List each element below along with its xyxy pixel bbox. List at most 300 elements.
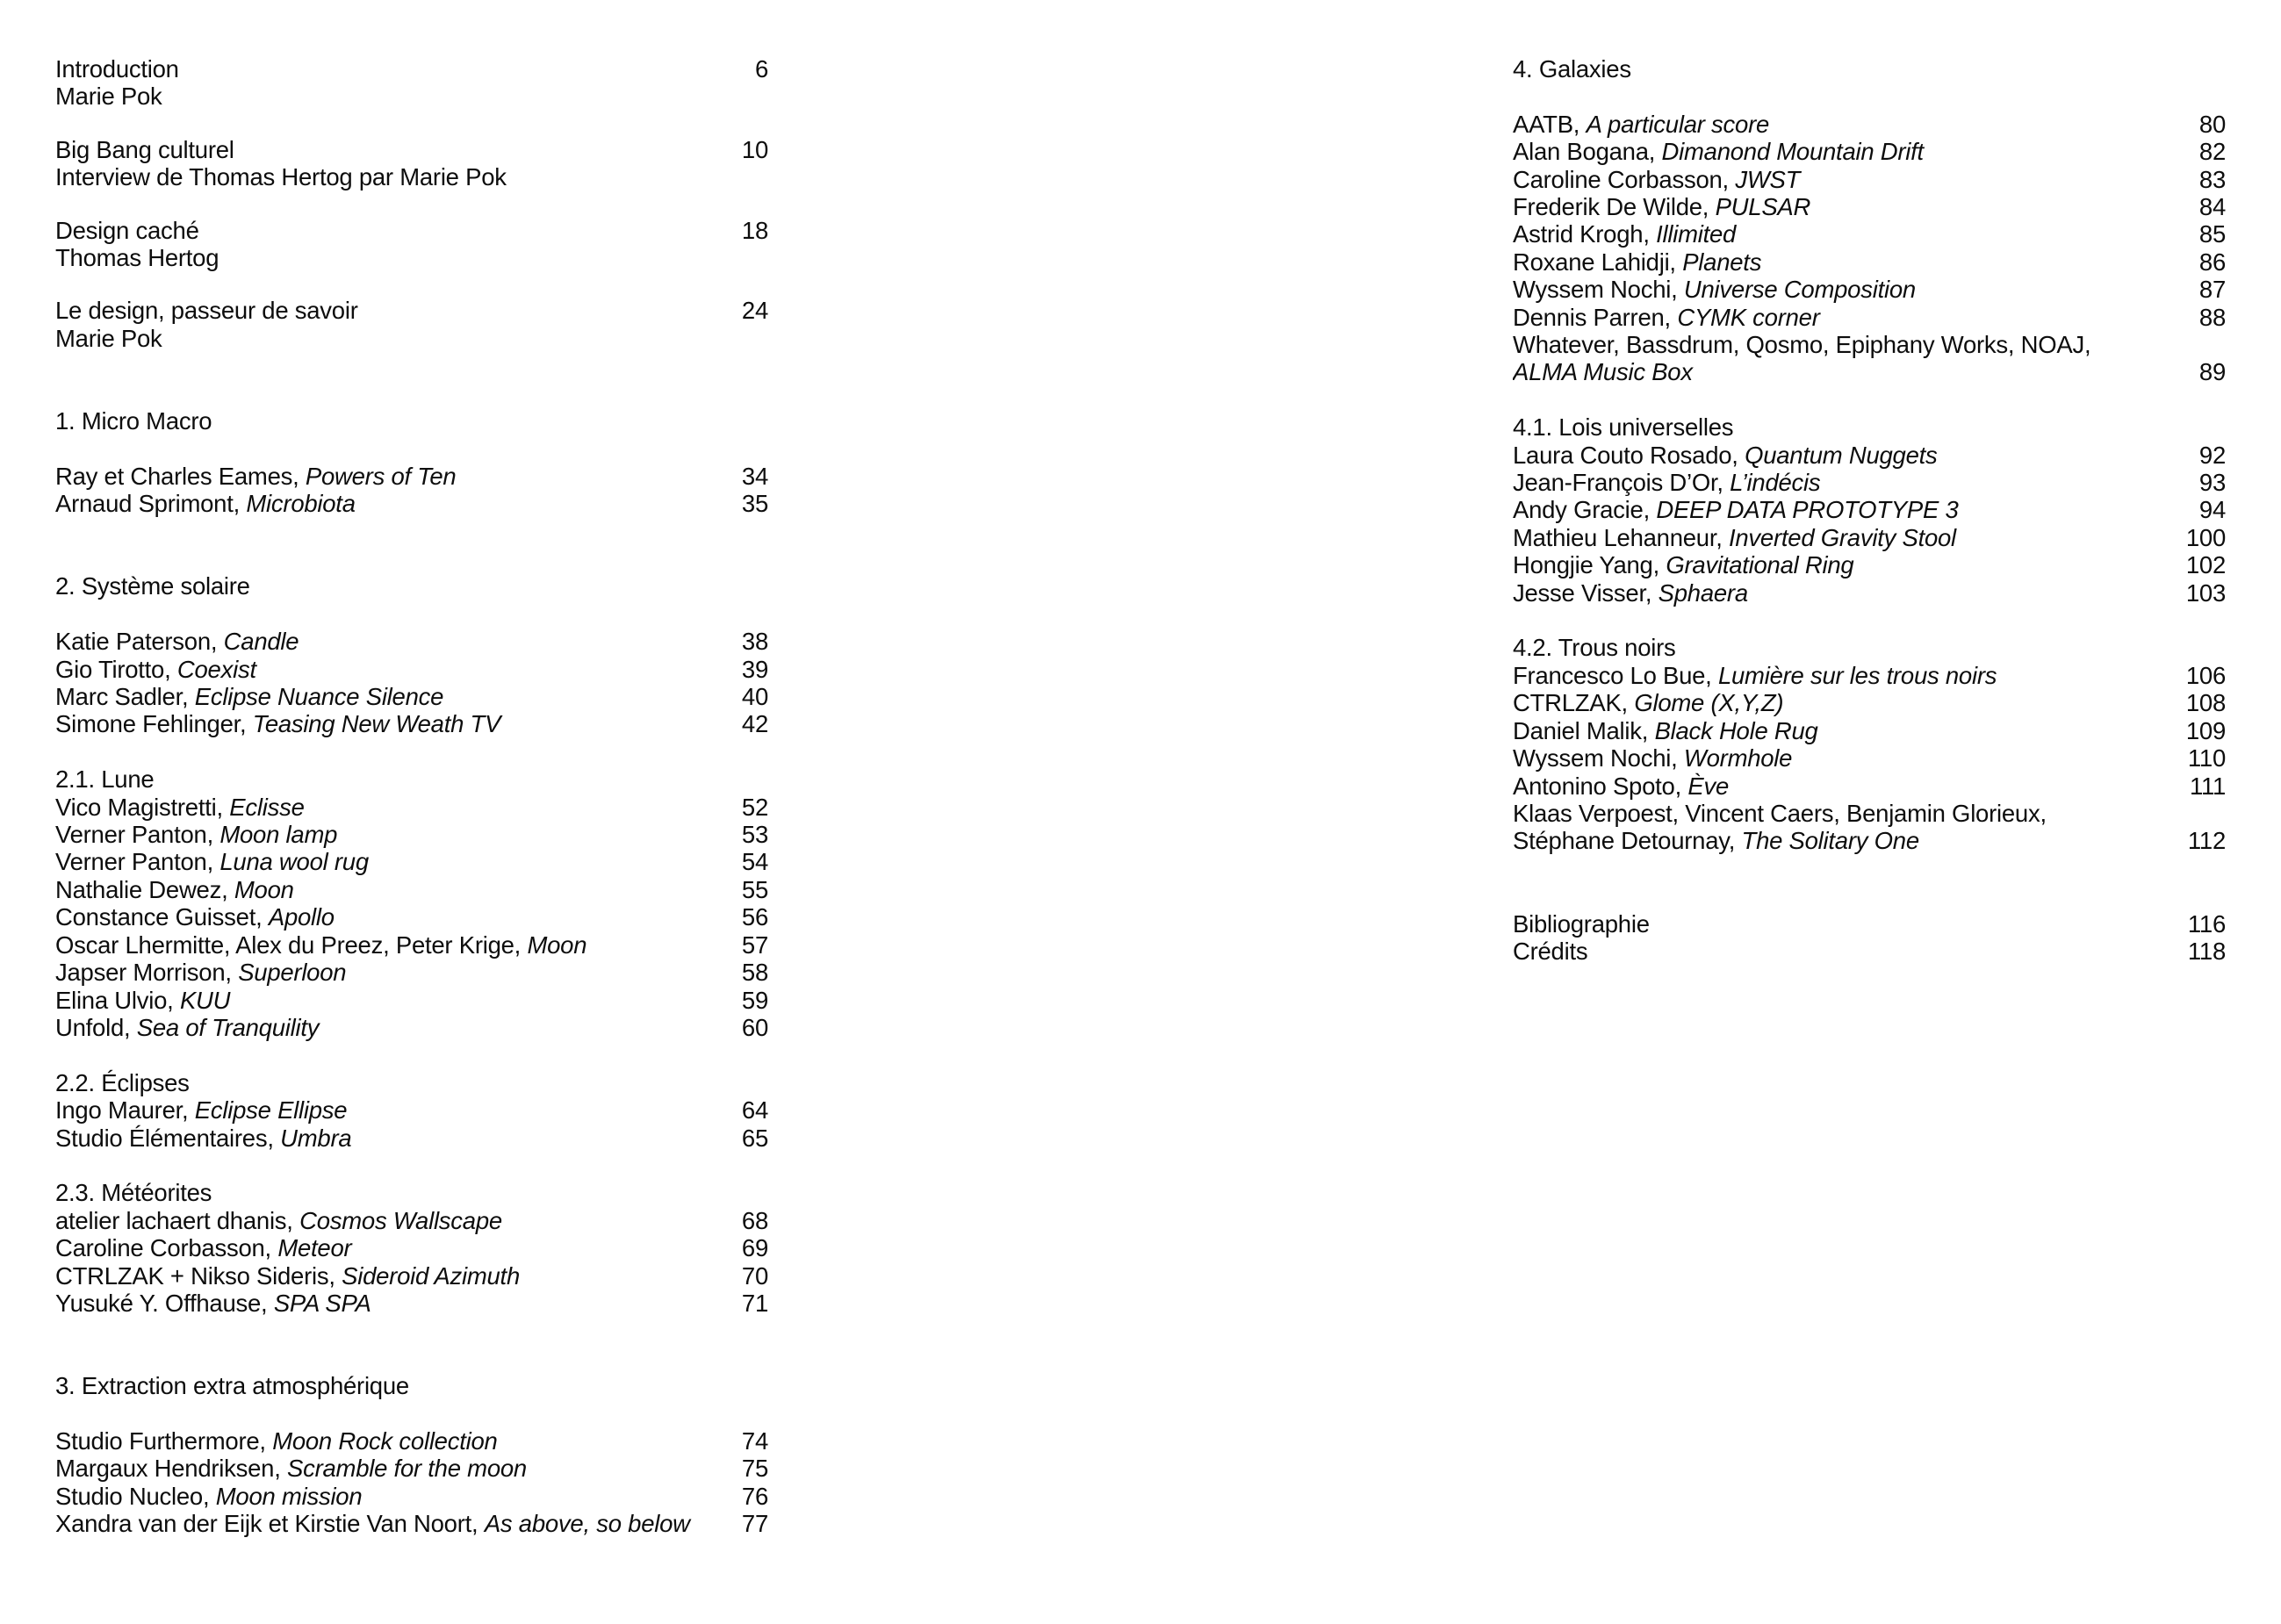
entry-line xyxy=(1513,496,2226,523)
section-heading: 4.2. Trous noirs xyxy=(1513,634,1676,662)
entry-text-plain: Studio Élémentaires, xyxy=(55,1124,281,1152)
page-number: 111 xyxy=(2189,772,2226,800)
entry-text xyxy=(1513,220,2187,248)
entry-line xyxy=(55,136,768,163)
entry-text xyxy=(55,710,730,737)
toc-entry xyxy=(55,1262,768,1290)
entry-text xyxy=(55,490,730,517)
entry-work-title: PULSAR xyxy=(1715,193,1811,221)
entry-text xyxy=(55,463,730,490)
entry-line xyxy=(55,1290,768,1317)
page-number: 112 xyxy=(2187,827,2226,855)
entry-line xyxy=(1513,938,2226,965)
toc-entry xyxy=(55,821,768,848)
entry-text-plain: Caroline Corbasson, xyxy=(55,1234,278,1262)
entry-text-plain: Interview de Thomas Hertog par Marie Pok xyxy=(55,163,507,191)
page-number: 53 xyxy=(741,821,768,849)
entry-text xyxy=(55,83,768,110)
toc-entry xyxy=(55,1510,768,1537)
entry-text xyxy=(1513,938,2176,965)
page-number: 55 xyxy=(741,875,768,903)
entry-text-plain: Verner Panton, xyxy=(55,848,220,876)
entry-text-plain: Japser Morrison, xyxy=(55,959,239,987)
entry-line xyxy=(55,325,768,352)
entry-work-title: Sideroid Azimuth xyxy=(342,1261,520,1290)
entry-text xyxy=(1513,800,2226,827)
entry-work-title: JWST xyxy=(1735,165,1801,193)
page-number: 38 xyxy=(741,628,768,656)
entry-line xyxy=(55,463,768,490)
page-number: 85 xyxy=(2198,220,2226,248)
entry-text-plain: Elina Ulvio, xyxy=(55,986,180,1014)
entry-list xyxy=(1513,111,2226,386)
entry-text-plain: Verner Panton, xyxy=(55,821,220,849)
toc-column-right xyxy=(1513,55,2226,965)
toc-entry xyxy=(1513,276,2226,303)
toc-entry xyxy=(1513,938,2226,965)
entry-work-title: Dimanond Mountain Drift xyxy=(1661,138,1924,166)
entry-work-title: SPA SPA xyxy=(273,1289,371,1317)
toc-entry xyxy=(1513,304,2226,331)
entry-text-plain: Introduction xyxy=(55,55,179,83)
section-heading: 2.1. Lune xyxy=(55,765,155,794)
page-number: 75 xyxy=(741,1455,768,1483)
entry-text xyxy=(1513,910,2176,938)
entry-text-plain: Bibliographie xyxy=(1513,909,1650,938)
entry-work-title: Luna wool rug xyxy=(219,848,369,876)
toc-entry xyxy=(1513,331,2226,386)
entry-text-plain: Unfold, xyxy=(55,1013,137,1041)
toc-column-left xyxy=(55,55,768,1538)
entry-line xyxy=(55,55,768,83)
entry-text-plain: Ingo Maurer, xyxy=(55,1096,195,1125)
toc-entry xyxy=(55,1234,768,1261)
entry-work-title: Superloon xyxy=(238,959,347,987)
toc-entry xyxy=(1513,662,2226,689)
entry-text xyxy=(1513,248,2187,276)
toc-entry xyxy=(55,1483,768,1510)
entry-text-plain: Jesse Visser, xyxy=(1513,578,1659,607)
page-number: 76 xyxy=(741,1482,768,1510)
entry-line xyxy=(55,903,768,931)
entry-work-title: Gravitational Ring xyxy=(1666,551,1854,579)
page-number: 70 xyxy=(741,1261,768,1290)
entry-text xyxy=(55,1014,730,1041)
entry-work-title: A particular score xyxy=(1586,110,1770,138)
entry-line xyxy=(55,1483,768,1510)
entry-line xyxy=(55,1207,768,1234)
entry-work-title: Moon xyxy=(234,875,294,903)
entry-line xyxy=(55,683,768,710)
entry-line xyxy=(1513,662,2226,689)
toc-entry xyxy=(55,1455,768,1482)
entry-work-title: Sphaera xyxy=(1658,578,1748,607)
toc-entry xyxy=(55,1125,768,1152)
entry-work-title: Cosmos Wallscape xyxy=(299,1206,502,1234)
page-number: 83 xyxy=(2198,165,2226,193)
entry-list xyxy=(55,1096,768,1152)
page-number: 40 xyxy=(741,683,768,711)
page-number: 102 xyxy=(2185,551,2226,579)
entry-work-title: Eclipse Nuance Silence xyxy=(194,683,444,711)
entry-line xyxy=(55,217,768,244)
entry-text xyxy=(55,903,730,931)
entry-line xyxy=(55,1262,768,1290)
entry-work-title: Coexist xyxy=(176,655,256,683)
entry-work-title: Ève xyxy=(1687,772,1729,800)
entry-line xyxy=(55,1455,768,1482)
entry-text-plain: Alan Bogana, xyxy=(1513,138,1662,166)
entry-text xyxy=(1513,689,2174,716)
entry-work-title: ALMA Music Box xyxy=(1513,358,1693,386)
entry-line xyxy=(1513,166,2226,193)
entry-line xyxy=(55,656,768,683)
entry-list xyxy=(55,463,768,518)
entry-text xyxy=(1513,276,2187,303)
entry-text-plain: Whatever, Bassdrum, Qosmo, Epiphany Works, NOAJ, xyxy=(1513,331,2091,359)
entry-work-title: Eclisse xyxy=(229,793,305,821)
toc-section xyxy=(1513,55,2226,386)
entry-line xyxy=(55,876,768,903)
toc-section xyxy=(1513,413,2226,607)
toc-entry xyxy=(55,55,768,111)
toc-entry xyxy=(55,656,768,683)
page-number: 58 xyxy=(741,959,768,987)
entry-line xyxy=(1513,551,2226,578)
page-number: 60 xyxy=(741,1013,768,1041)
entry-work-title: Scramble for the moon xyxy=(287,1455,527,1483)
toc-entry xyxy=(55,683,768,710)
entry-text xyxy=(1513,662,2174,689)
toc-entry xyxy=(1513,469,2226,496)
entry-line xyxy=(55,163,768,190)
entry-line xyxy=(1513,442,2226,469)
toc-section xyxy=(55,407,768,518)
entry-text xyxy=(55,1125,730,1152)
toc-entry xyxy=(55,628,768,655)
entry-work-title: Wormhole xyxy=(1683,744,1793,772)
page-number: 110 xyxy=(2187,744,2226,772)
entry-text-plain: Astrid Krogh, xyxy=(1513,220,1657,248)
entry-line xyxy=(55,821,768,848)
entry-work-title: Moon lamp xyxy=(219,821,338,849)
toc-entry xyxy=(1513,551,2226,578)
entry-line xyxy=(1513,689,2226,716)
entry-text xyxy=(55,683,730,710)
page-number: 69 xyxy=(741,1234,768,1262)
toc-entry xyxy=(55,710,768,737)
entry-text-plain: Xandra van der Eijk et Kirstie Van Noort, xyxy=(55,1510,485,1538)
entry-text-plain: Gio Tirotto, xyxy=(55,655,177,683)
toc-section xyxy=(55,1069,768,1152)
entry-text-plain: Oscar Lhermitte, Alex du Preez, Peter Krige, xyxy=(55,931,528,959)
page-number: 92 xyxy=(2198,441,2226,469)
entry-line xyxy=(1513,304,2226,331)
entry-text-plain: Yusuké Y. Offhause, xyxy=(55,1289,274,1317)
entry-line xyxy=(55,1125,768,1152)
entry-text xyxy=(55,1096,730,1124)
page-number: 100 xyxy=(2185,523,2226,551)
entry-text xyxy=(55,244,768,271)
entry-work-title: Moon mission xyxy=(215,1482,363,1510)
entry-line xyxy=(55,297,768,324)
entry-work-title: Moon Rock collection xyxy=(272,1426,498,1455)
toc-entry xyxy=(55,876,768,903)
entry-text-plain: AATB, xyxy=(1513,110,1587,138)
section-heading: 2.2. Éclipses xyxy=(55,1068,190,1096)
toc-entry xyxy=(1513,910,2226,938)
toc-entry xyxy=(55,1096,768,1124)
entry-work-title: Sea of Tranquility xyxy=(136,1013,320,1041)
entry-text xyxy=(1513,442,2187,469)
entry-line xyxy=(1513,744,2226,772)
entry-text-plain: Vico Magistretti, xyxy=(55,793,230,821)
entry-line xyxy=(1513,358,2226,385)
entry-line xyxy=(55,1510,768,1537)
toc-entry xyxy=(55,463,768,490)
entry-text xyxy=(1513,744,2176,772)
entry-work-title: Umbra xyxy=(280,1124,352,1152)
page-number: 35 xyxy=(741,490,768,518)
entry-text xyxy=(1513,827,2176,854)
entry-work-title: Lumière sur les trous noirs xyxy=(1717,661,1997,689)
entry-text xyxy=(55,1262,730,1290)
page-number: 88 xyxy=(2198,303,2226,331)
section-heading: 4.1. Lois universelles xyxy=(1513,413,1734,442)
page-number: 18 xyxy=(741,216,768,244)
entry-work-title: Teasing New Weath TV xyxy=(252,710,501,738)
entry-text-plain: Frederik De Wilde, xyxy=(1513,193,1716,221)
page-number: 109 xyxy=(2185,716,2226,744)
entry-text xyxy=(55,217,730,244)
entry-line xyxy=(55,794,768,821)
entry-text-plain: Ray et Charles Eames, xyxy=(55,462,306,490)
page-number: 65 xyxy=(741,1124,768,1152)
toc-section xyxy=(55,55,768,352)
entry-text xyxy=(55,55,743,83)
section-heading: 3. Extraction extra atmosphérique xyxy=(55,1372,409,1400)
entry-text xyxy=(55,163,768,190)
entry-list xyxy=(1513,910,2226,966)
entry-text xyxy=(55,325,768,352)
toc-entry xyxy=(55,217,768,272)
entry-text xyxy=(1513,166,2187,193)
entry-text-plain: Roxane Lahidji, xyxy=(1513,248,1683,276)
toc-entry xyxy=(1513,220,2226,248)
entry-text xyxy=(1513,717,2174,744)
page-number: 34 xyxy=(741,462,768,490)
entry-text-plain: Jean-François D’Or, xyxy=(1513,469,1731,497)
page-number: 71 xyxy=(741,1289,768,1317)
page-number: 86 xyxy=(2198,248,2226,276)
entry-text xyxy=(55,987,730,1014)
entry-list xyxy=(1513,442,2226,607)
entry-text-plain: Caroline Corbasson, xyxy=(1513,165,1736,193)
entry-text xyxy=(1513,331,2226,358)
toc-entry xyxy=(1513,689,2226,716)
entry-text xyxy=(55,1207,730,1234)
entry-text-plain: Nathalie Dewez, xyxy=(55,875,234,903)
entry-text xyxy=(55,1510,730,1537)
entry-line xyxy=(55,1096,768,1124)
entry-text xyxy=(1513,469,2187,496)
entry-text-plain: Studio Nucleo, xyxy=(55,1482,216,1510)
entry-text-plain: Daniel Malik, xyxy=(1513,716,1655,744)
toc-entry xyxy=(1513,166,2226,193)
entry-text xyxy=(55,297,730,324)
page-number: 54 xyxy=(741,848,768,876)
entry-text xyxy=(55,1455,730,1482)
section-heading: 4. Galaxies xyxy=(1513,55,1631,83)
page-number: 57 xyxy=(741,931,768,959)
entry-work-title: Glome (X,Y,Z) xyxy=(1634,689,1784,717)
entry-text-plain: Stéphane Detournay, xyxy=(1513,827,1742,855)
toc-entry xyxy=(55,1290,768,1317)
page-number: 106 xyxy=(2185,661,2226,689)
page-number: 93 xyxy=(2198,469,2226,497)
toc-entry xyxy=(1513,496,2226,523)
page-number: 74 xyxy=(741,1426,768,1455)
entry-text-plain: Marc Sadler, xyxy=(55,683,195,711)
toc-entry xyxy=(1513,193,2226,220)
entry-text xyxy=(1513,111,2187,138)
entry-line xyxy=(55,710,768,737)
toc-entry xyxy=(1513,248,2226,276)
toc-entry xyxy=(55,794,768,821)
toc-section xyxy=(55,1179,768,1317)
entry-work-title: Microbiota xyxy=(246,490,356,518)
toc-entry xyxy=(1513,138,2226,165)
entry-text xyxy=(1513,496,2187,523)
entry-work-title: Eclipse Ellipse xyxy=(194,1096,348,1125)
page-number: 94 xyxy=(2198,496,2226,524)
entry-list xyxy=(55,1207,768,1318)
toc-entry xyxy=(1513,579,2226,607)
entry-work-title: Apollo xyxy=(268,903,335,931)
entry-list xyxy=(55,1427,768,1538)
entry-text-plain: Laura Couto Rosado, xyxy=(1513,441,1745,469)
toc-entry xyxy=(55,1207,768,1234)
entry-text-plain: Arnaud Sprimont, xyxy=(55,490,247,518)
page-number: 103 xyxy=(2185,578,2226,607)
entry-text-plain: Le design, passeur de savoir xyxy=(55,297,358,325)
entry-work-title: CYMK corner xyxy=(1677,303,1820,331)
toc-entry xyxy=(55,987,768,1014)
entry-line xyxy=(1513,276,2226,303)
toc-entry xyxy=(1513,111,2226,138)
toc-entry xyxy=(1513,744,2226,772)
page-number: 39 xyxy=(741,655,768,683)
toc-entry xyxy=(55,1014,768,1041)
entry-list xyxy=(1513,662,2226,855)
entry-text xyxy=(55,876,730,903)
entry-list xyxy=(55,794,768,1042)
entry-text xyxy=(55,628,730,655)
entry-line xyxy=(55,490,768,517)
entry-text-plain: Constance Guisset, xyxy=(55,903,269,931)
entry-text xyxy=(55,794,730,821)
toc-section xyxy=(55,1372,768,1537)
entry-work-title: Candle xyxy=(223,628,299,656)
toc-entry xyxy=(1513,800,2226,855)
entry-text xyxy=(1513,304,2187,331)
entry-line xyxy=(55,1234,768,1261)
entry-text xyxy=(55,1483,730,1510)
page-number: 42 xyxy=(741,710,768,738)
page-number: 84 xyxy=(2198,193,2226,221)
entry-text-plain: Katie Paterson, xyxy=(55,628,224,656)
page-number: 68 xyxy=(741,1206,768,1234)
entry-text-plain: Andy Gracie, xyxy=(1513,496,1657,524)
entry-text-plain: CTRLZAK, xyxy=(1513,689,1635,717)
entry-line xyxy=(1513,138,2226,165)
entry-line xyxy=(55,1014,768,1041)
entry-work-title: As above, so below xyxy=(484,1510,690,1538)
toc-entry xyxy=(55,490,768,517)
entry-text xyxy=(1513,138,2187,165)
page-number: 87 xyxy=(2198,276,2226,304)
page-number: 80 xyxy=(2198,110,2226,138)
section-heading: 2.3. Météorites xyxy=(55,1179,212,1207)
entry-text xyxy=(55,931,730,959)
entry-text xyxy=(55,1290,730,1317)
page-number: 64 xyxy=(741,1096,768,1125)
entry-text-plain: Klaas Verpoest, Vincent Caers, Benjamin Glorieux, xyxy=(1513,799,2047,827)
entry-text-plain: Hongjie Yang, xyxy=(1513,551,1666,579)
toc-entry xyxy=(1513,772,2226,800)
entry-text-plain: Marie Pok xyxy=(55,83,162,111)
entry-line xyxy=(1513,800,2226,827)
section-heading: 1. Micro Macro xyxy=(55,407,212,435)
toc-entry xyxy=(1513,717,2226,744)
entry-text-plain: atelier lachaert dhanis, xyxy=(55,1206,300,1234)
entry-work-title: The Solitary One xyxy=(1741,827,1919,855)
toc-section xyxy=(1513,910,2226,966)
entry-line xyxy=(55,628,768,655)
entry-text-plain: Studio Furthermore, xyxy=(55,1426,273,1455)
page-number: 77 xyxy=(741,1510,768,1538)
entry-text-plain: Big Bang culturel xyxy=(55,135,234,163)
entry-text xyxy=(55,959,730,986)
entry-text-plain: CTRLZAK + Nikso Sideris, xyxy=(55,1261,342,1290)
entry-line xyxy=(1513,772,2226,800)
entry-line xyxy=(1513,469,2226,496)
entry-text xyxy=(1513,772,2177,800)
entry-text-plain: Dennis Parren, xyxy=(1513,303,1678,331)
page-number: 108 xyxy=(2185,689,2226,717)
entry-work-title: Quantum Nuggets xyxy=(1745,441,1938,469)
entry-work-title: Planets xyxy=(1682,248,1762,276)
entry-text-plain: Marie Pok xyxy=(55,324,162,352)
entry-text-plain: Mathieu Lehanneur, xyxy=(1513,523,1729,551)
entry-text xyxy=(1513,358,2187,385)
toc-entry xyxy=(55,848,768,875)
entry-line xyxy=(55,848,768,875)
page-number: 6 xyxy=(754,55,768,83)
entry-line xyxy=(55,931,768,959)
entry-work-title: Inverted Gravity Stool xyxy=(1729,523,1956,551)
entry-line xyxy=(1513,193,2226,220)
page-number: 116 xyxy=(2187,909,2226,938)
entry-work-title: KUU xyxy=(179,986,231,1014)
entry-text xyxy=(1513,524,2174,551)
entry-work-title: L’indécis xyxy=(1730,469,1821,497)
entry-text-plain: Simone Fehlinger, xyxy=(55,710,253,738)
entry-text xyxy=(55,656,730,683)
entry-text-plain: Thomas Hertog xyxy=(55,244,219,272)
entry-line xyxy=(55,244,768,271)
entry-line xyxy=(55,83,768,110)
